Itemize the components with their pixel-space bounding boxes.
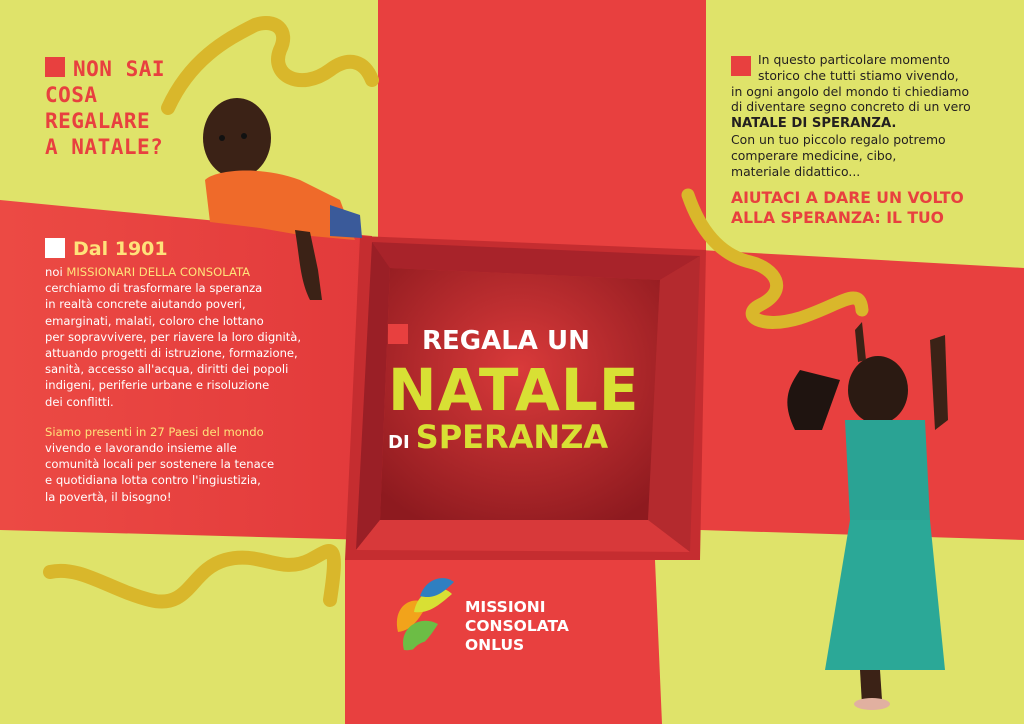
- presence-line: e quotidiana lotta contro l'ingiustizia,: [45, 473, 261, 488]
- headline: [388, 326, 658, 460]
- history-line: cerchiamo di trasformare la speranza: [45, 281, 263, 296]
- history-line: indigeni, periferie urbane e risoluzione: [45, 378, 270, 393]
- question-line: COSA: [45, 83, 98, 107]
- appeal-bold-line: NATALE DI SPERANZA.: [731, 116, 897, 132]
- presence-highlight: Siamo presenti in 27 Paesi del mondo: [45, 424, 264, 439]
- presence-body: [45, 424, 345, 505]
- appeal-cta-line: ALLA SPERANZA: IL TUO: [731, 208, 944, 227]
- appeal-line: In questo particolare momento: [758, 52, 950, 67]
- history-line: attuando progetti di istruzione, formazione,: [45, 346, 298, 361]
- question-line: NON SAI: [73, 57, 166, 81]
- history-line: dei conflitti.: [45, 394, 114, 409]
- red-square-bullet: [45, 57, 65, 77]
- history-highlight: MISSIONARI DELLA CONSOLATA: [66, 265, 251, 279]
- history-block: [45, 236, 345, 505]
- history-line: emarginati, malati, coloro che lottano: [45, 313, 264, 328]
- logo-wordmark: [465, 598, 625, 655]
- history-heading-text: Dal 1901: [73, 238, 168, 260]
- history-line: sanità, accesso all'acqua, diritti dei popoli: [45, 362, 289, 377]
- white-square-bullet: [45, 238, 65, 258]
- appeal-block: [731, 52, 1011, 228]
- headline-line3-small: DI: [388, 432, 410, 453]
- red-square-bullet: [388, 324, 408, 344]
- headline-line1-text: REGALA UN: [422, 326, 590, 356]
- appeal-line: di diventare segno concreto di un vero: [731, 99, 971, 115]
- appeal-line: storico che tutti stiamo vivendo,: [758, 67, 959, 83]
- presence-line: comunità locali per sostenere la tenace: [45, 457, 275, 472]
- question-line: REGALARE: [45, 109, 151, 133]
- history-line: per sopravvivere, per riavere la loro dignità,: [45, 329, 302, 344]
- headline-line2: NATALE: [388, 356, 640, 424]
- headline-line3-big: SPERANZA: [415, 418, 609, 456]
- ribbon-bottom-left: [50, 551, 334, 602]
- appeal-cta-line: AIUTACI A DARE UN VOLTO: [731, 188, 964, 207]
- box-wall-bottom: [356, 520, 690, 552]
- logo-line: MISSIONI: [465, 598, 546, 616]
- history-prefix: noi: [45, 265, 63, 279]
- headline-line3: [388, 420, 658, 460]
- appeal-cta: [731, 188, 1011, 228]
- history-heading: [45, 236, 345, 262]
- history-line: in realtà concrete aiutando poveri,: [45, 297, 246, 312]
- red-square-bullet: [731, 56, 751, 76]
- appeal-line: Con un tuo piccolo regalo potremo: [731, 132, 946, 148]
- headline-line1: [388, 326, 658, 356]
- presence-line: vivendo e lavorando insieme alle: [45, 441, 237, 456]
- top-flap: [378, 0, 706, 250]
- history-body: [45, 264, 345, 410]
- logo-line: CONSOLATA: [465, 617, 569, 635]
- question-heading: [45, 56, 205, 160]
- appeal-line: materiale didattico...: [731, 163, 861, 179]
- appeal-line: in ogni angolo del mondo ti chiediamo: [731, 83, 970, 99]
- logo-line: ONLUS: [465, 636, 525, 654]
- appeal-line: comperare medicine, cibo,: [731, 147, 897, 163]
- question-line: A NATALE?: [45, 135, 164, 159]
- presence-line: la povertà, il bisogno!: [45, 489, 172, 504]
